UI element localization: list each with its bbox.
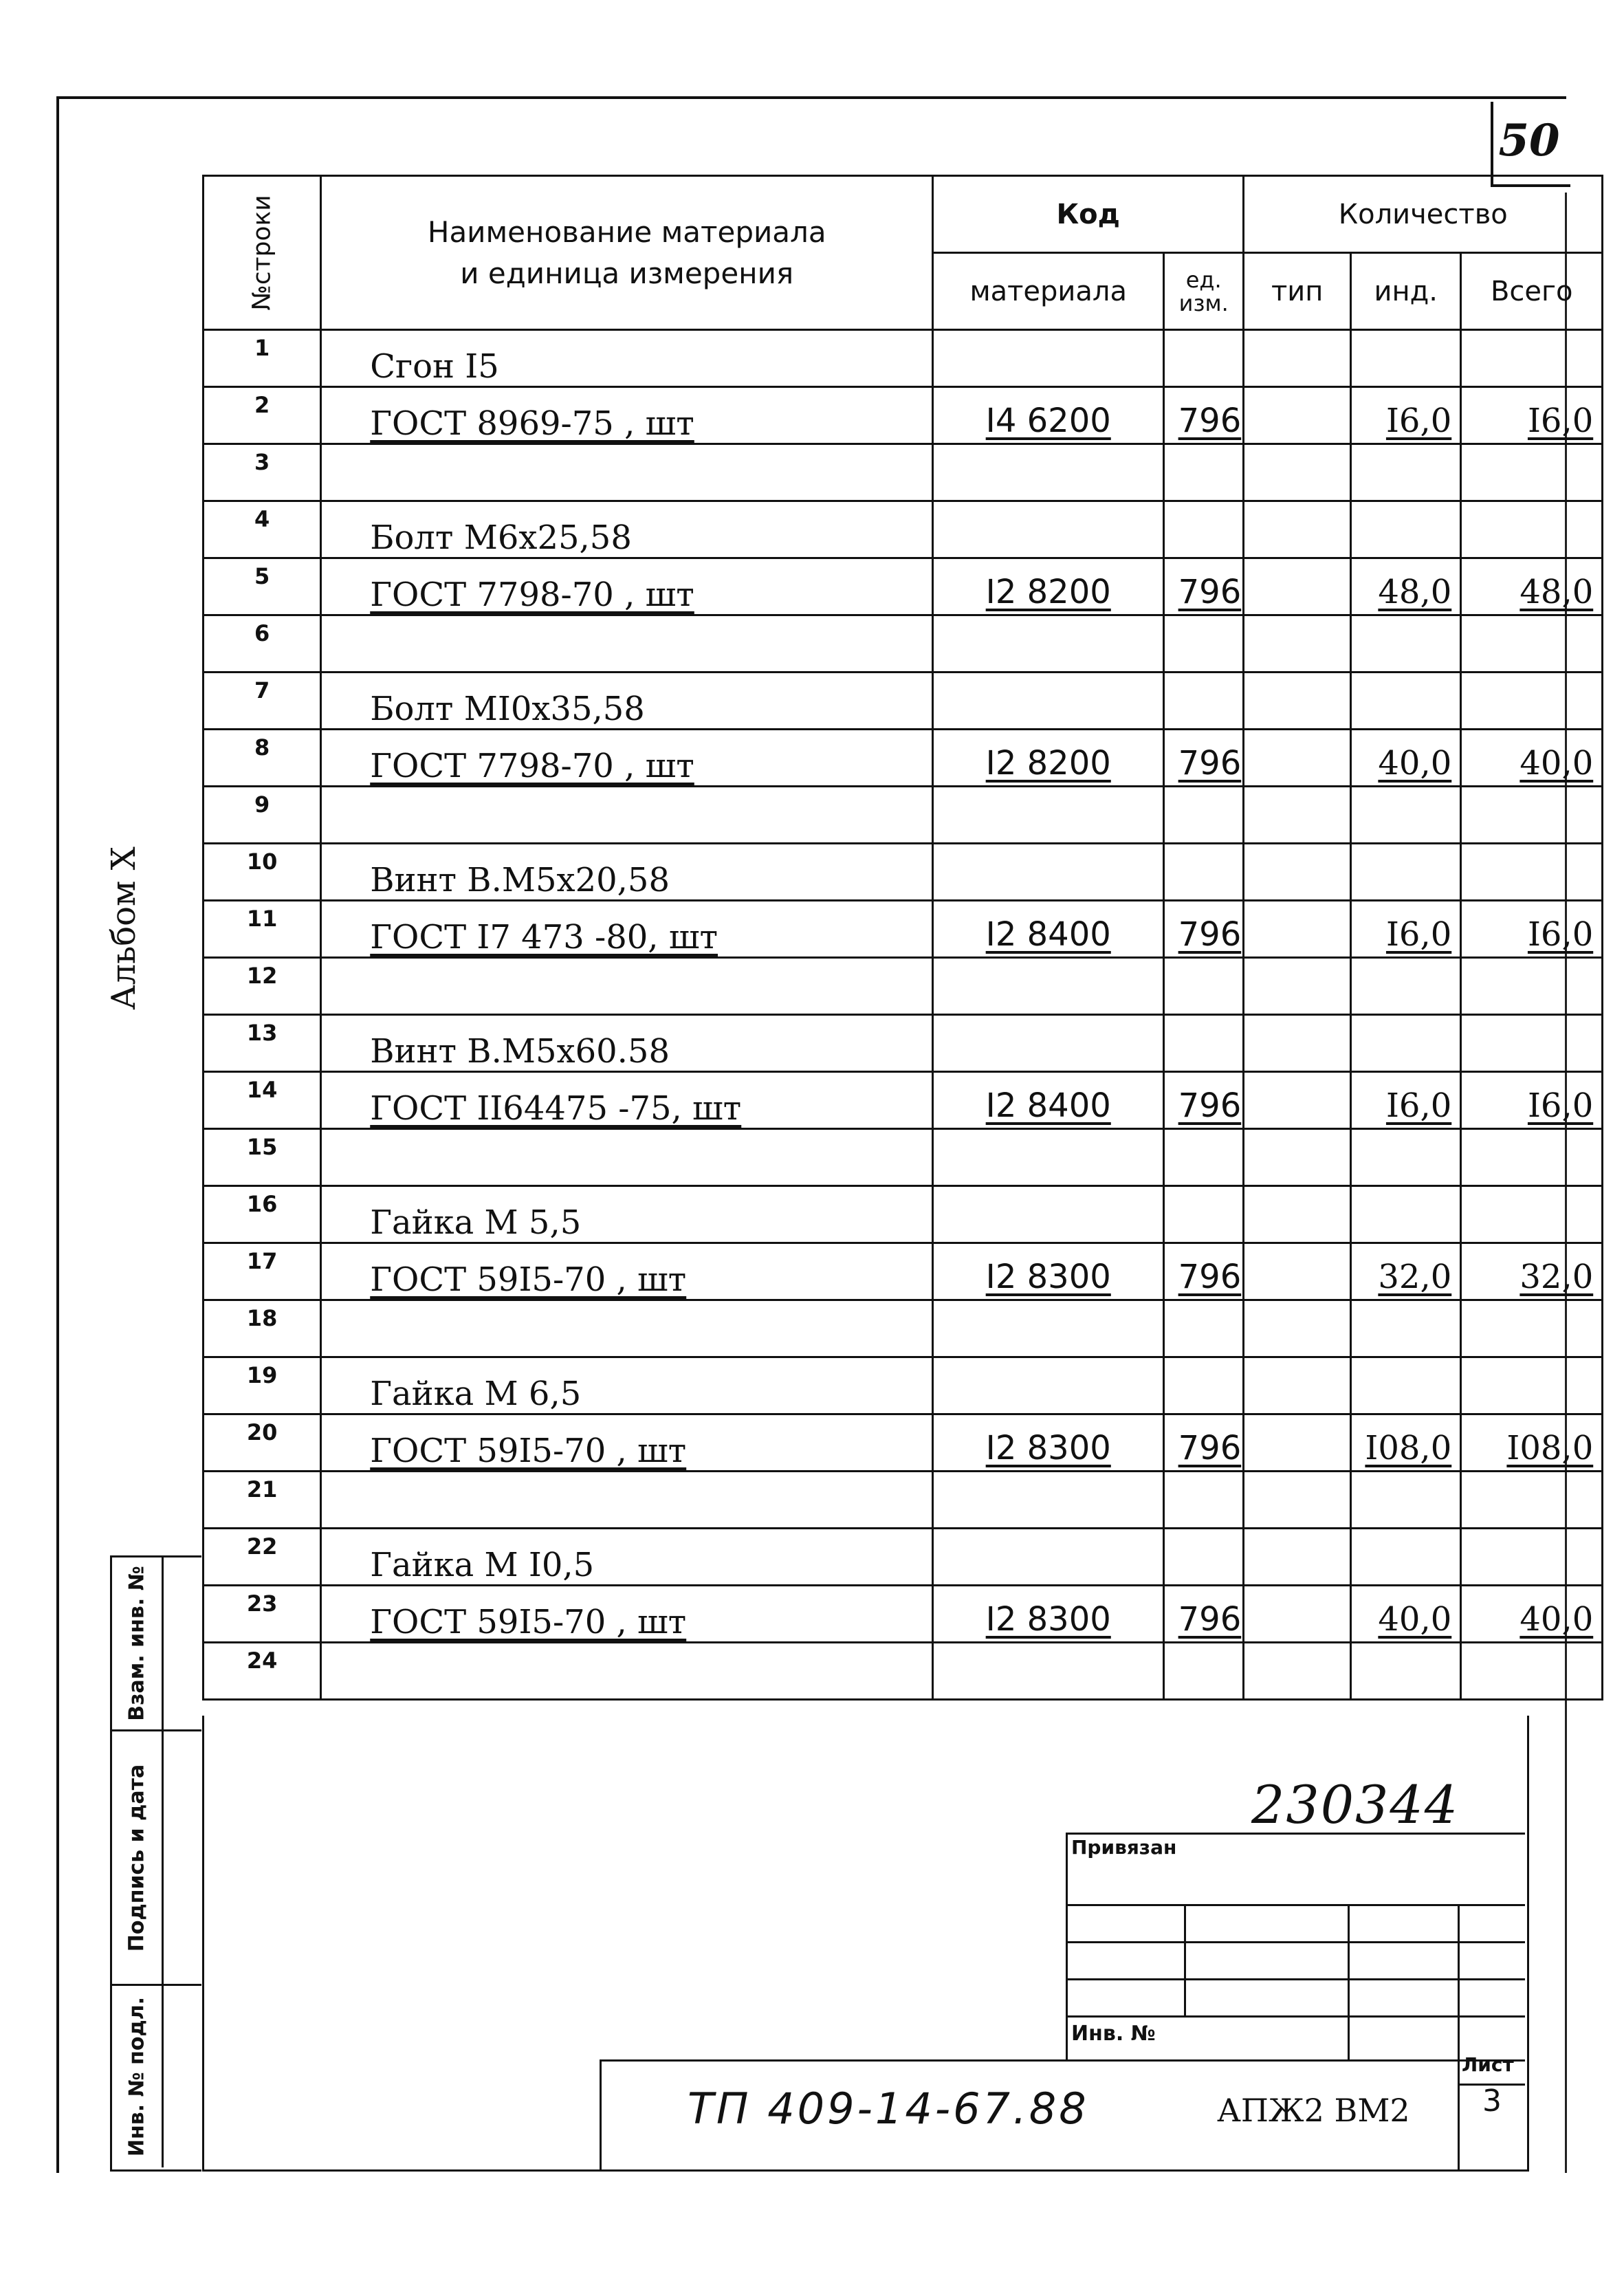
stamp-podpis-cell	[112, 1731, 201, 1986]
row-material-code: I2 8200	[933, 558, 1164, 615]
row-name	[321, 615, 933, 673]
row-unit-code	[1164, 1300, 1244, 1357]
row-qty-ind	[1351, 844, 1461, 901]
row-qty-type	[1244, 444, 1351, 501]
table-row	[204, 1529, 1603, 1586]
row-qty-type	[1244, 330, 1351, 387]
row-material-code: I2 8300	[933, 1586, 1164, 1643]
row-material-code	[933, 673, 1164, 730]
row-unit-code: 796	[1164, 558, 1244, 615]
row-qty-type	[1244, 958, 1351, 1015]
row-material-code: I2 8400	[933, 1072, 1164, 1129]
table-row	[204, 1414, 1603, 1472]
code-unit-header: ед. изм.	[1164, 253, 1244, 330]
row-name: Болт М6х25,58	[321, 501, 933, 558]
row-number: 1	[204, 330, 321, 387]
row-qty-total	[1461, 615, 1603, 673]
table-row	[204, 1357, 1603, 1414]
row-material-code: I4 6200	[933, 387, 1164, 444]
row-unit-code	[1164, 1129, 1244, 1186]
table-row	[204, 1072, 1603, 1129]
row-number: 15	[204, 1129, 321, 1186]
quantity-group-header: Количество	[1244, 176, 1603, 253]
row-qty-ind: I6,0	[1351, 1072, 1461, 1129]
row-qty-type	[1244, 1300, 1351, 1357]
row-material-code: I2 8300	[933, 1414, 1164, 1472]
row-qty-type	[1244, 1186, 1351, 1243]
row-name: ГОСТ 59I5-70 , шт	[321, 1414, 933, 1472]
row-qty-total	[1461, 958, 1603, 1015]
row-qty-total	[1461, 787, 1603, 844]
row-unit-code	[1164, 844, 1244, 901]
row-material-code	[933, 844, 1164, 901]
row-number: 4	[204, 501, 321, 558]
row-number: 21	[204, 1472, 321, 1529]
row-material-code	[933, 1186, 1164, 1243]
row-name	[321, 1300, 933, 1357]
row-qty-ind	[1351, 1015, 1461, 1072]
row-name	[321, 1129, 933, 1186]
inv-no-label: Инв. №	[1071, 2022, 1156, 2046]
row-number: 8	[204, 730, 321, 787]
row-material-code: I2 8400	[933, 901, 1164, 958]
qty-type-header: тип	[1244, 253, 1351, 330]
privyazan-label: Привязан	[1071, 1836, 1177, 1859]
row-qty-total	[1461, 673, 1603, 730]
row-qty-type	[1244, 1129, 1351, 1186]
document-code: ТП 409-14-67.88	[688, 2084, 1089, 2134]
row-name: Гайка М 6,5	[321, 1357, 933, 1414]
row-qty-total: 48,0	[1461, 558, 1603, 615]
row-number: 7	[204, 673, 321, 730]
row-name: Винт В.М5х60.58	[321, 1015, 933, 1072]
row-qty-ind: 40,0	[1351, 730, 1461, 787]
row-qty-total	[1461, 330, 1603, 387]
row-qty-type	[1244, 1357, 1351, 1414]
row-qty-ind	[1351, 673, 1461, 730]
row-unit-code	[1164, 958, 1244, 1015]
row-qty-type	[1244, 1072, 1351, 1129]
table-row	[204, 730, 1603, 787]
stamp-vzam-label: Взам. инв. №	[124, 1566, 149, 1721]
row-number: 11	[204, 901, 321, 958]
row-unit-code: 796	[1164, 1072, 1244, 1129]
row-name: ГОСТ II64475 -75, шт	[321, 1072, 933, 1129]
table-row	[204, 1643, 1603, 1700]
row-unit-code	[1164, 330, 1244, 387]
list-number: 3	[1482, 2084, 1502, 2119]
row-qty-ind: 48,0	[1351, 558, 1461, 615]
list-label: Лист	[1462, 2053, 1514, 2076]
row-number: 20	[204, 1414, 321, 1472]
row-number: 14	[204, 1072, 321, 1129]
row-name	[321, 444, 933, 501]
stamp-strip	[110, 1555, 201, 2172]
row-qty-ind: 32,0	[1351, 1243, 1461, 1300]
header-row-1	[204, 176, 1603, 253]
row-number: 16	[204, 1186, 321, 1243]
row-unit-code	[1164, 787, 1244, 844]
row-qty-ind	[1351, 330, 1461, 387]
row-qty-type	[1244, 1243, 1351, 1300]
row-qty-total	[1461, 1529, 1603, 1586]
row-name: ГОСТ 59I5-70 , шт	[321, 1243, 933, 1300]
row-qty-type	[1244, 901, 1351, 958]
row-name: ГОСТ 59I5-70 , шт	[321, 1586, 933, 1643]
row-material-code	[933, 958, 1164, 1015]
frame-left-line	[56, 96, 59, 2173]
tb-line-top	[1066, 1833, 1525, 1835]
row-number: 13	[204, 1015, 321, 1072]
row-unit-code	[1164, 1357, 1244, 1414]
row-name: Винт В.М5х20,58	[321, 844, 933, 901]
row-material-code	[933, 615, 1164, 673]
document-mark: АПЖ2 ВМ2	[1217, 2092, 1410, 2129]
table-row	[204, 844, 1603, 901]
row-qty-ind	[1351, 1129, 1461, 1186]
row-qty-total: I6,0	[1461, 1072, 1603, 1129]
stamp-podpis-label: Подпись и дата	[124, 1764, 149, 1952]
row-qty-type	[1244, 673, 1351, 730]
row-material-code	[933, 444, 1164, 501]
row-qty-total: 40,0	[1461, 1586, 1603, 1643]
row-unit-code	[1164, 615, 1244, 673]
row-qty-ind	[1351, 1300, 1461, 1357]
code-material-header: материала	[933, 253, 1164, 330]
table-row	[204, 901, 1603, 958]
row-unit-code	[1164, 673, 1244, 730]
tb-line-3	[1066, 1978, 1525, 1980]
row-number: 10	[204, 844, 321, 901]
table-row	[204, 1186, 1603, 1243]
row-qty-type	[1244, 787, 1351, 844]
row-unit-code	[1164, 1472, 1244, 1529]
row-qty-type	[1244, 387, 1351, 444]
stamp-vzam-cell	[112, 1557, 201, 1731]
row-number: 9	[204, 787, 321, 844]
row-qty-type	[1244, 1472, 1351, 1529]
table-row	[204, 501, 1603, 558]
row-name	[321, 1472, 933, 1529]
row-qty-type	[1244, 1529, 1351, 1586]
table-row	[204, 1472, 1603, 1529]
row-qty-ind	[1351, 1357, 1461, 1414]
table-row	[204, 387, 1603, 444]
row-material-code	[933, 501, 1164, 558]
row-qty-ind	[1351, 444, 1461, 501]
row-name: Гайка М 5,5	[321, 1186, 933, 1243]
row-material-code	[933, 1129, 1164, 1186]
row-qty-total	[1461, 1186, 1603, 1243]
table-row	[204, 330, 1603, 387]
tb-vline-left	[1066, 1833, 1068, 2059]
row-unit-code	[1164, 1643, 1244, 1700]
row-unit-code: 796	[1164, 387, 1244, 444]
row-number: 17	[204, 1243, 321, 1300]
title-row-left-line	[600, 2059, 602, 2169]
table-row	[204, 673, 1603, 730]
table-row	[204, 444, 1603, 501]
row-qty-type	[1244, 730, 1351, 787]
row-qty-ind	[1351, 1529, 1461, 1586]
stamp-inv-podl-label: Инв. № подл.	[124, 1996, 149, 2157]
frame-top-line	[56, 96, 1566, 99]
row-name	[321, 787, 933, 844]
row-qty-ind	[1351, 501, 1461, 558]
row-qty-ind	[1351, 787, 1461, 844]
row-qty-total	[1461, 1643, 1603, 1700]
row-name: Болт МI0х35,58	[321, 673, 933, 730]
row-material-code: I2 8200	[933, 730, 1164, 787]
row-number-header: №строки	[204, 176, 321, 330]
row-name: ГОСТ 8969-75 , шт	[321, 387, 933, 444]
row-qty-type	[1244, 1414, 1351, 1472]
row-qty-type	[1244, 844, 1351, 901]
row-number: 5	[204, 558, 321, 615]
row-unit-code	[1164, 444, 1244, 501]
row-qty-ind	[1351, 1472, 1461, 1529]
row-qty-ind: I6,0	[1351, 387, 1461, 444]
tb-line-1	[1066, 1904, 1525, 1906]
tb-line-4	[1066, 2015, 1525, 2018]
stamp-inv-podl-cell	[112, 1986, 201, 2167]
table-row	[204, 1015, 1603, 1072]
row-qty-total	[1461, 1300, 1603, 1357]
row-unit-code: 796	[1164, 1243, 1244, 1300]
row-qty-ind	[1351, 958, 1461, 1015]
table-row	[204, 1300, 1603, 1357]
row-qty-type	[1244, 1586, 1351, 1643]
row-name: Сгон I5	[321, 330, 933, 387]
row-name	[321, 958, 933, 1015]
table-row	[204, 787, 1603, 844]
row-material-code	[933, 1300, 1164, 1357]
row-name: ГОСТ 7798-70 , шт	[321, 730, 933, 787]
row-qty-type	[1244, 615, 1351, 673]
sheet-number: 50	[1498, 115, 1560, 166]
row-name: ГОСТ 7798-70 , шт	[321, 558, 933, 615]
row-unit-code	[1164, 1529, 1244, 1586]
row-qty-type	[1244, 1015, 1351, 1072]
row-unit-code	[1164, 1015, 1244, 1072]
row-unit-code	[1164, 501, 1244, 558]
table-row	[204, 558, 1603, 615]
row-qty-total	[1461, 501, 1603, 558]
table-row	[204, 1243, 1603, 1300]
table-row	[204, 958, 1603, 1015]
row-qty-ind: I6,0	[1351, 901, 1461, 958]
row-material-code: I2 8300	[933, 1243, 1164, 1300]
row-qty-total	[1461, 1472, 1603, 1529]
row-qty-ind	[1351, 615, 1461, 673]
row-number: 6	[204, 615, 321, 673]
code-group-header: Код	[933, 176, 1244, 253]
row-qty-ind: I08,0	[1351, 1414, 1461, 1472]
row-material-code	[933, 1643, 1164, 1700]
name-header	[321, 176, 933, 330]
row-qty-total	[1461, 444, 1603, 501]
row-number: 23	[204, 1586, 321, 1643]
row-unit-code: 796	[1164, 1586, 1244, 1643]
row-number: 18	[204, 1300, 321, 1357]
row-qty-type	[1244, 501, 1351, 558]
table-row	[204, 1129, 1603, 1186]
row-material-code	[933, 787, 1164, 844]
row-number: 12	[204, 958, 321, 1015]
row-unit-code: 796	[1164, 730, 1244, 787]
handwritten-number: 230344	[1251, 1774, 1460, 1835]
row-material-code	[933, 1015, 1164, 1072]
row-qty-total: I08,0	[1461, 1414, 1603, 1472]
table-row	[204, 1586, 1603, 1643]
row-qty-ind	[1351, 1643, 1461, 1700]
row-number: 24	[204, 1643, 321, 1700]
row-unit-code	[1164, 1186, 1244, 1243]
row-name: Гайка М I0,5	[321, 1529, 933, 1586]
row-qty-total	[1461, 844, 1603, 901]
row-material-code	[933, 1357, 1164, 1414]
row-qty-type	[1244, 1643, 1351, 1700]
row-qty-total: 40,0	[1461, 730, 1603, 787]
row-unit-code: 796	[1164, 901, 1244, 958]
row-name: ГОСТ I7 473 -80, шт	[321, 901, 933, 958]
tb-vline-2	[1348, 1904, 1350, 2059]
row-qty-total	[1461, 1357, 1603, 1414]
tb-vline-3	[1458, 1904, 1460, 2059]
specification-table	[202, 175, 1603, 1701]
row-name	[321, 1643, 933, 1700]
row-qty-total: I6,0	[1461, 901, 1603, 958]
table-row	[204, 615, 1603, 673]
album-label-text: Альбом X	[105, 846, 143, 1010]
row-number: 19	[204, 1357, 321, 1414]
name-header-line2: и единица измерения	[460, 256, 794, 290]
row-qty-total: I6,0	[1461, 387, 1603, 444]
row-material-code	[933, 1472, 1164, 1529]
row-number: 3	[204, 444, 321, 501]
tb-line-2	[1066, 1941, 1525, 1943]
title-row-top-line	[600, 2059, 1525, 2062]
row-unit-code: 796	[1164, 1414, 1244, 1472]
row-qty-ind	[1351, 1186, 1461, 1243]
album-label	[83, 825, 165, 1031]
row-qty-total: 32,0	[1461, 1243, 1603, 1300]
row-qty-total	[1461, 1015, 1603, 1072]
row-number: 22	[204, 1529, 321, 1586]
qty-ind-header: инд.	[1351, 253, 1461, 330]
tb-vline-1	[1184, 1904, 1186, 2015]
row-material-code	[933, 330, 1164, 387]
row-number: 2	[204, 387, 321, 444]
name-header-line1: Наименование материала	[427, 215, 826, 249]
list-cell-left-line	[1458, 2059, 1460, 2169]
qty-total-header: Всего	[1461, 253, 1603, 330]
row-qty-ind: 40,0	[1351, 1586, 1461, 1643]
row-qty-type	[1244, 558, 1351, 615]
row-material-code	[933, 1529, 1164, 1586]
row-qty-total	[1461, 1129, 1603, 1186]
